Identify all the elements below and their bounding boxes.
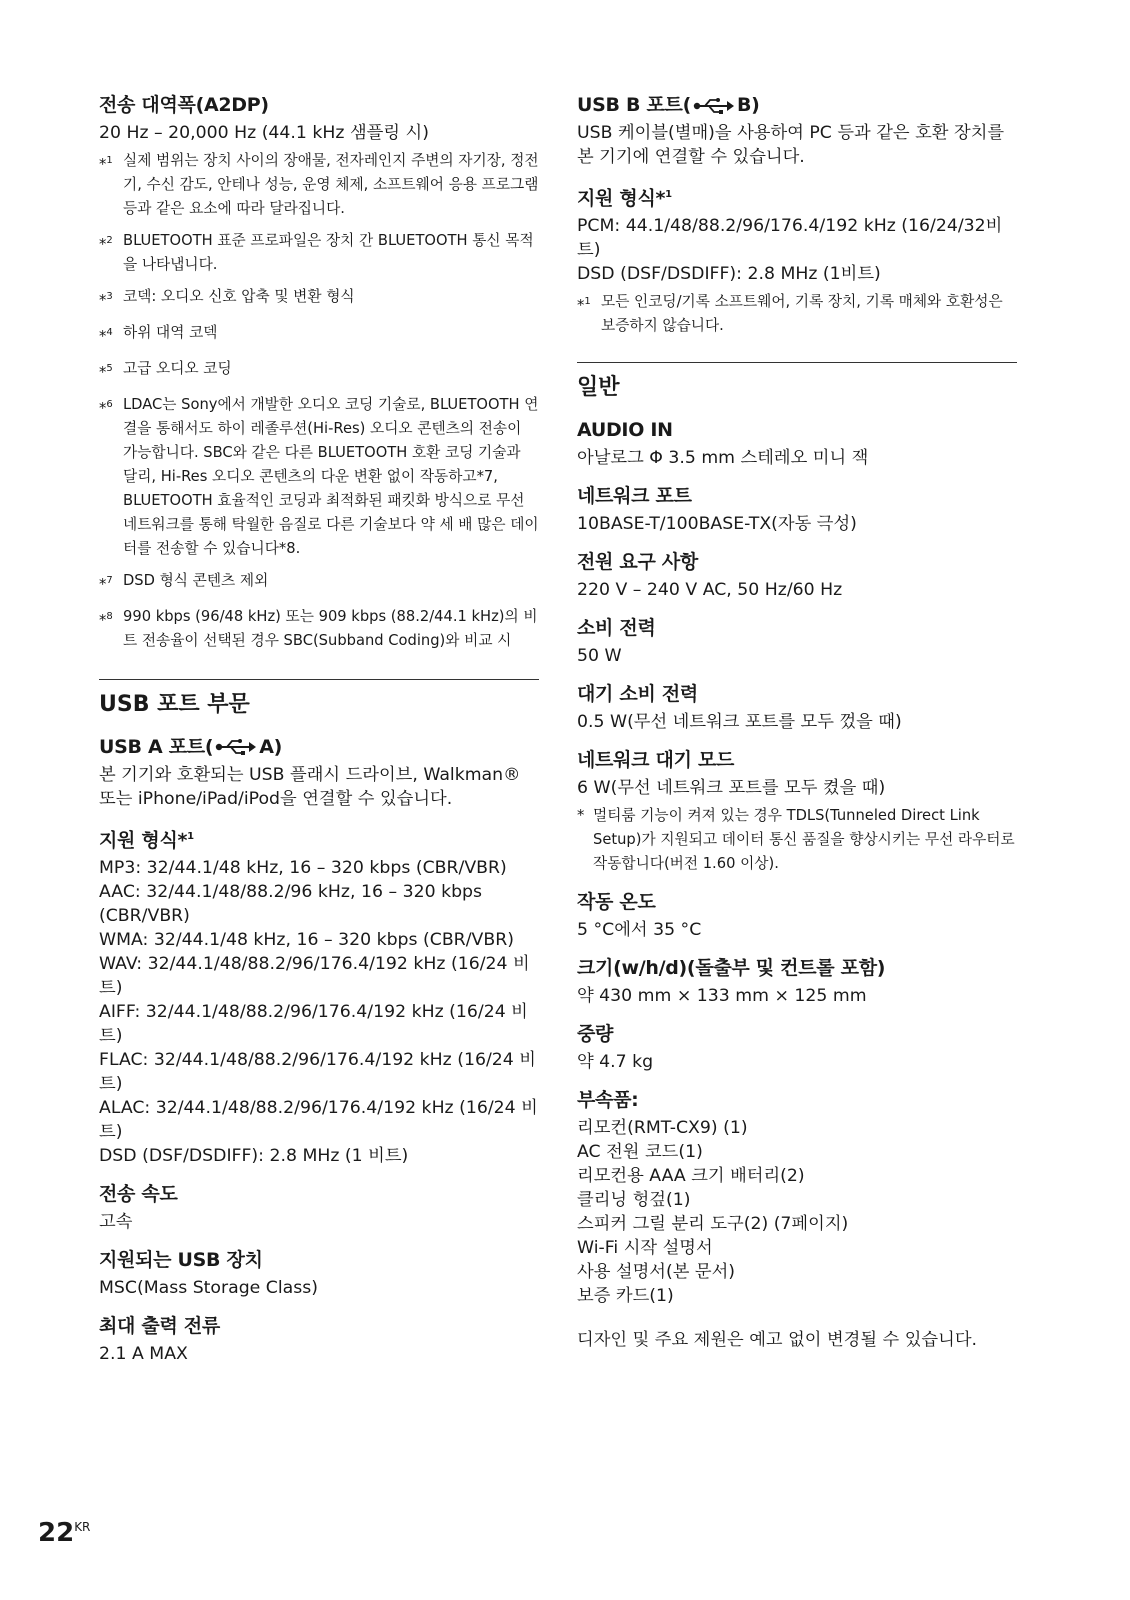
usb-a-value: 본 기기와 호환되는 USB 플래시 드라이브, Walkman® 또는 iPhone/iPad/iPod을 연결할 수 있습니다.	[99, 764, 521, 809]
format-line: FLAC: 32/44.1/48/88.2/96/176.4/192 kHz (16/24 비트)	[99, 1049, 536, 1094]
a2dp-footnotes	[99, 149, 539, 653]
format-line: PCM: 44.1/48/88.2/96/176.4/192 kHz (16/24/32비트)	[577, 216, 1003, 261]
accessory-item: AC 전원 코드(1)	[577, 1142, 703, 1163]
usb-b-value: USB 케이블(별매)을 사용하여 PC 등과 같은 호환 장치를 본 기기에 연결할 수 있습니다.	[577, 123, 1005, 167]
speed-value: 고속	[99, 1211, 133, 1232]
current-spec	[99, 1313, 539, 1366]
usb-section-title: USB 포트 부문	[99, 691, 250, 717]
current-value: 2.1 A MAX	[99, 1343, 188, 1364]
page-number: $22^{KR}$	[38, 1518, 91, 1548]
standby-spec	[577, 747, 1017, 876]
change-notice: 디자인 및 주요 제원은 예고 없이 변경될 수 있습니다.	[577, 1330, 978, 1351]
standby-title: 네트워크 대기 모드	[577, 749, 735, 772]
format-line: WAV: 32/44.1/48/88.2/96/176.4/192 kHz (16/24 비트)	[99, 953, 530, 998]
formats-b-notes	[577, 290, 1017, 338]
standby-notes	[577, 804, 1017, 876]
devices-title: 지원되는 USB 장치	[99, 1248, 263, 1271]
a2dp-value: 20 Hz – 20,000 Hz (44.1 kHz 샘플링 시)	[99, 123, 429, 143]
accessory-item: 사용 설명서(본 문서)	[577, 1262, 736, 1283]
accessory-item: 리모컨용 AAA 크기 배터리(2)	[577, 1166, 805, 1187]
spec-value: 10BASE-T/100BASE-TX(자동 극성)	[577, 514, 857, 535]
footnote: * 멀티룸 기능이 켜져 있는 경우 TDLS(Tunneled Direct Link Setup)가 지원되고 데이터 통신 품질을 향상시키는 무선 라우터로 작동합니다(버전 1.60 이상).	[577, 807, 1015, 873]
spec-title: 크기(w/h/d)(돌출부 및 컨트롤 포함)	[577, 957, 886, 980]
current-title: 최대 출력 전류	[99, 1314, 220, 1337]
usb-a-title: USB A 포트( A)	[99, 735, 283, 758]
formats-title: 지원 형식*$^1$	[99, 828, 194, 851]
spec-title: 작동 온도	[577, 891, 656, 914]
spec-title: 대기 소비 전력	[577, 683, 698, 706]
a2dp-title: 전송 대역폭(A2DP)	[99, 94, 269, 116]
spec-title: 네트워크 포트	[577, 485, 692, 508]
usb-b-title: USB B 포트( B)	[577, 94, 760, 116]
accessory-item: Wi-Fi 시작 설명서	[577, 1238, 713, 1259]
accessories	[577, 1087, 1017, 1308]
spec-value: 아날로그 Φ 3.5 mm 스테레오 미니 잭	[577, 448, 869, 469]
spec-title: AUDIO IN	[577, 419, 673, 442]
spec-value: 50 W	[577, 646, 622, 667]
spec-item	[577, 549, 1017, 602]
format-line: AIFF: 32/44.1/48/88.2/96/176.4/192 kHz (16/24 비트)	[99, 1001, 528, 1046]
footnote: *$^5$ 고급 오디오 코딩	[99, 359, 232, 381]
spec-title: 전원 요구 사항	[577, 551, 698, 574]
left-column	[99, 92, 539, 1379]
spec-item	[577, 681, 1017, 734]
format-line: DSD (DSF/DSDIFF): 2.8 MHz (1 비트)	[99, 1145, 409, 1166]
footnote: *$^2$ BLUETOOTH 표준 프로파일은 장치 간 BLUETOOTH 통신 목적을 나타냅니다.	[99, 232, 534, 273]
general-section-title: 일반	[577, 375, 620, 401]
footnote: *$^1$ 모든 인코딩/기록 소프트웨어, 기록 장치, 기록 매체와 호환성은 보증하지 않습니다.	[577, 293, 1003, 335]
right-column	[577, 92, 1017, 1352]
spec-value: 0.5 W(무선 네트워크 포트를 모두 껐을 때)	[577, 712, 902, 733]
format-line: MP3: 32/44.1/48 kHz, 16 – 320 kbps (CBR/VBR)	[99, 857, 507, 878]
speed-title: 전송 속도	[99, 1182, 178, 1205]
devices-spec	[99, 1247, 539, 1300]
usb-a-formats	[99, 824, 539, 1168]
usb-icon	[215, 738, 257, 756]
spec-value: 약 430 mm × 133 mm × 125 mm	[577, 986, 867, 1007]
spec-title: 중량	[577, 1023, 614, 1046]
speed-spec	[99, 1181, 539, 1234]
section-divider	[577, 362, 1017, 363]
usb-icon	[693, 97, 735, 115]
accessories-title: 부속품:	[577, 1089, 639, 1112]
format-line: WMA: 32/44.1/48 kHz, 16 – 320 kbps (CBR/VBR)	[99, 929, 514, 950]
accessory-item: 클리닝 헝겊(1)	[577, 1190, 691, 1211]
accessory-item: 리모컨(RMT-CX9) (1)	[577, 1118, 748, 1139]
spec-item	[577, 1021, 1017, 1074]
footnote: *$^6$ LDAC는 Sony에서 개발한 오디오 코딩 기술로, BLUETOOTH 연결을 통해서도 하이 레졸루션(Hi-Res) 오디오 콘텐츠의 전송이 가능합니다. SBC와 같은 다른 BLUETOOTH 호환 코딩 기술과 달리, Hi-Res 오디오 콘텐츠의 다운 변환 없이 작동하고*7, BLUETOOTH 효율적인 코딩과 최적화된 패킷화 방식으로 무선 네트워크를 통해 탁월한 음질로 다른 기술보다 약 세 배 많은 데이터를 전송할 수 있습니다*8.	[99, 395, 539, 557]
spec-title: 소비 전력	[577, 617, 656, 640]
spec-item	[577, 483, 1017, 536]
format-line: ALAC: 32/44.1/48/88.2/96/176.4/192 kHz (16/24 비트)	[99, 1097, 538, 1142]
usb-a-spec	[99, 734, 539, 811]
devices-value: MSC(Mass Storage Class)	[99, 1277, 319, 1298]
usb-b-formats	[577, 182, 1017, 338]
spec-value: 5 °C에서 35 °C	[577, 920, 702, 941]
accessory-item: 보증 카드(1)	[577, 1286, 674, 1307]
format-line: AAC: 32/44.1/48/88.2/96 kHz, 16 – 320 kbps (CBR/VBR)	[99, 881, 483, 926]
spec-value: 220 V – 240 V AC, 50 Hz/60 Hz	[577, 580, 843, 601]
footnote: *$^4$ 하위 대역 코덱	[99, 323, 218, 345]
formats-b-title: 지원 형식*$^1$	[577, 187, 672, 210]
spec-item	[577, 417, 1017, 470]
section-divider	[99, 679, 539, 680]
accessory-item: 스피커 그릴 분리 도구(2) (7페이지)	[577, 1214, 849, 1235]
a2dp-spec	[99, 92, 539, 653]
usb-b-spec	[577, 92, 1017, 169]
format-line: DSD (DSF/DSDIFF): 2.8 MHz (1비트)	[577, 264, 881, 285]
spec-item	[577, 955, 1017, 1008]
footnote: *$^3$ 코덱: 오디오 신호 압축 및 변환 형식	[99, 288, 355, 309]
spec-item	[577, 615, 1017, 668]
footnote: *$^8$ 990 kbps (96/48 kHz) 또는 909 kbps (88.2/44.1 kHz)의 비트 전송율이 선택된 경우 SBC(Subband Coding)와 비교 시	[99, 607, 538, 649]
footnote: *$^1$ 실제 범위는 장치 사이의 장애물, 전자레인지 주변의 자기장, 정전기, 수신 감도, 안테나 성능, 운영 체제, 소프트웨어 응용 프로그램 등과 같은 요소에 따라 달라집니다.	[99, 152, 539, 217]
spec-item	[577, 889, 1017, 942]
footnote: *$^7$ DSD 형식 콘텐츠 제외	[99, 571, 269, 593]
spec-value: 약 4.7 kg	[577, 1052, 654, 1073]
standby-value: 6 W(무선 네트워크 포트를 모두 켰을 때)	[577, 778, 886, 799]
